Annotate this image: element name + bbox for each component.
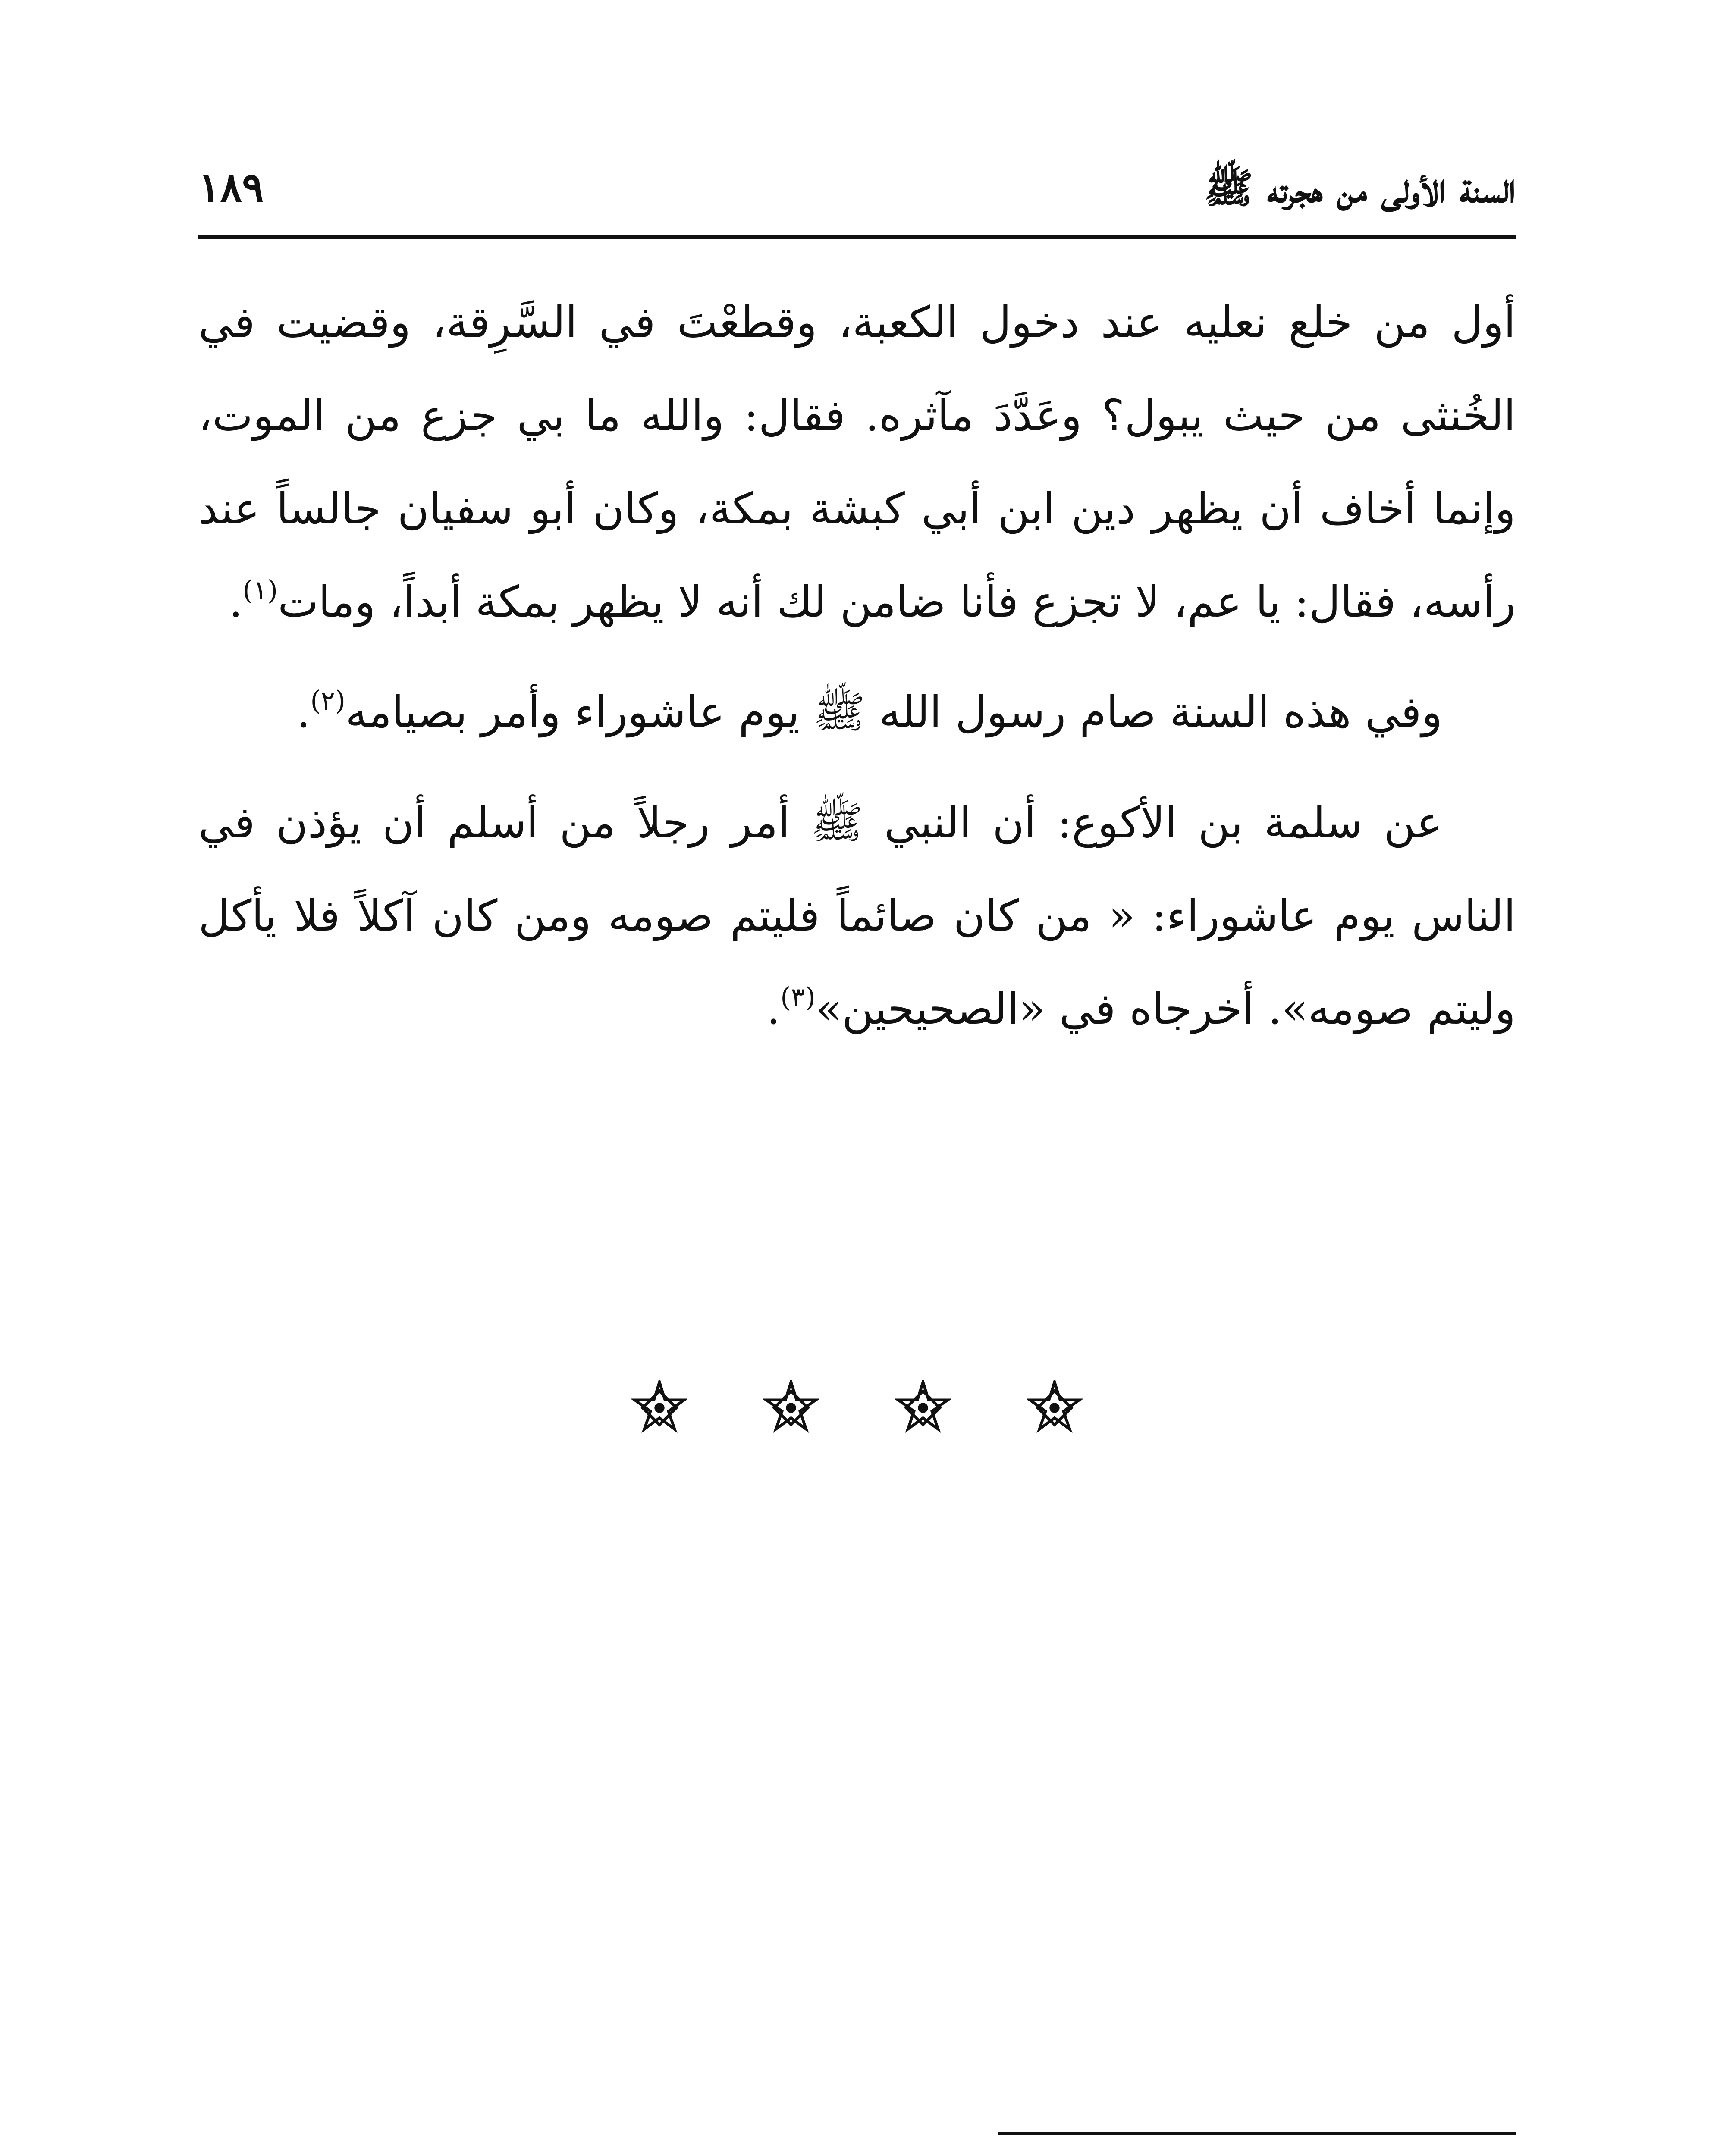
header-divider xyxy=(198,235,1516,239)
paragraph-3-end: . xyxy=(766,984,781,1034)
paragraph-1-end: . xyxy=(229,577,243,627)
footnote-ref-2: (٢) xyxy=(310,685,346,716)
footnote-ref-3: (٣) xyxy=(780,981,816,1013)
flower-ornament-icon xyxy=(1027,1380,1083,1436)
paragraph-2 xyxy=(198,666,1516,759)
paragraph-1-text: أول من خلع نعليه عند دخول الكعبة، وقطعْتَ في السَّرِقة، وقضيت في الخُنثى من حيث يبول؟ وعَدَّدَ مآثره. فقال: والله ما بي جزع من الموت، وإنما أخاف أن يظهر دين ابن أبي كبشة بمكة، وكان أبو سفيان جالساً عند رأسه، فقال: يا عم، لا تجزع فأنا ضامن لك أنه لا يظهر بمكة أبداً، ومات xyxy=(198,297,1516,627)
running-title: السنة الأولى من هجرته ﷺ xyxy=(1204,165,1516,212)
paragraph-2-text: وفي هذه السنة صام رسول الله ﷺ يوم عاشوراء وأمر بصيامه xyxy=(345,687,1442,737)
main-text xyxy=(198,276,1516,1073)
flower-ornament-icon xyxy=(763,1380,819,1436)
paragraph-2-end: . xyxy=(296,687,311,737)
flower-ornament-icon xyxy=(895,1380,951,1436)
page-number: ١٨٩ xyxy=(198,164,264,211)
footnote-divider xyxy=(998,2132,1516,2135)
paragraph-3 xyxy=(198,776,1516,1056)
paragraph-3-text: عن سلمة بن الأكوع: أن النبي ﷺ أمر رجلاً من أسلم أن يؤذن في الناس يوم عاشوراء: « من كان صائماً فليتم صومه ومن كان آكلاً فلا يأكل وليتم صومه». أخرجاه في «الصحيحين» xyxy=(198,797,1516,1034)
page-header xyxy=(198,155,1516,224)
paragraph-1 xyxy=(198,276,1516,649)
section-ornaments xyxy=(0,1380,1714,1449)
flower-ornament-icon xyxy=(631,1380,687,1436)
footnote-ref-1: (١) xyxy=(242,574,278,606)
